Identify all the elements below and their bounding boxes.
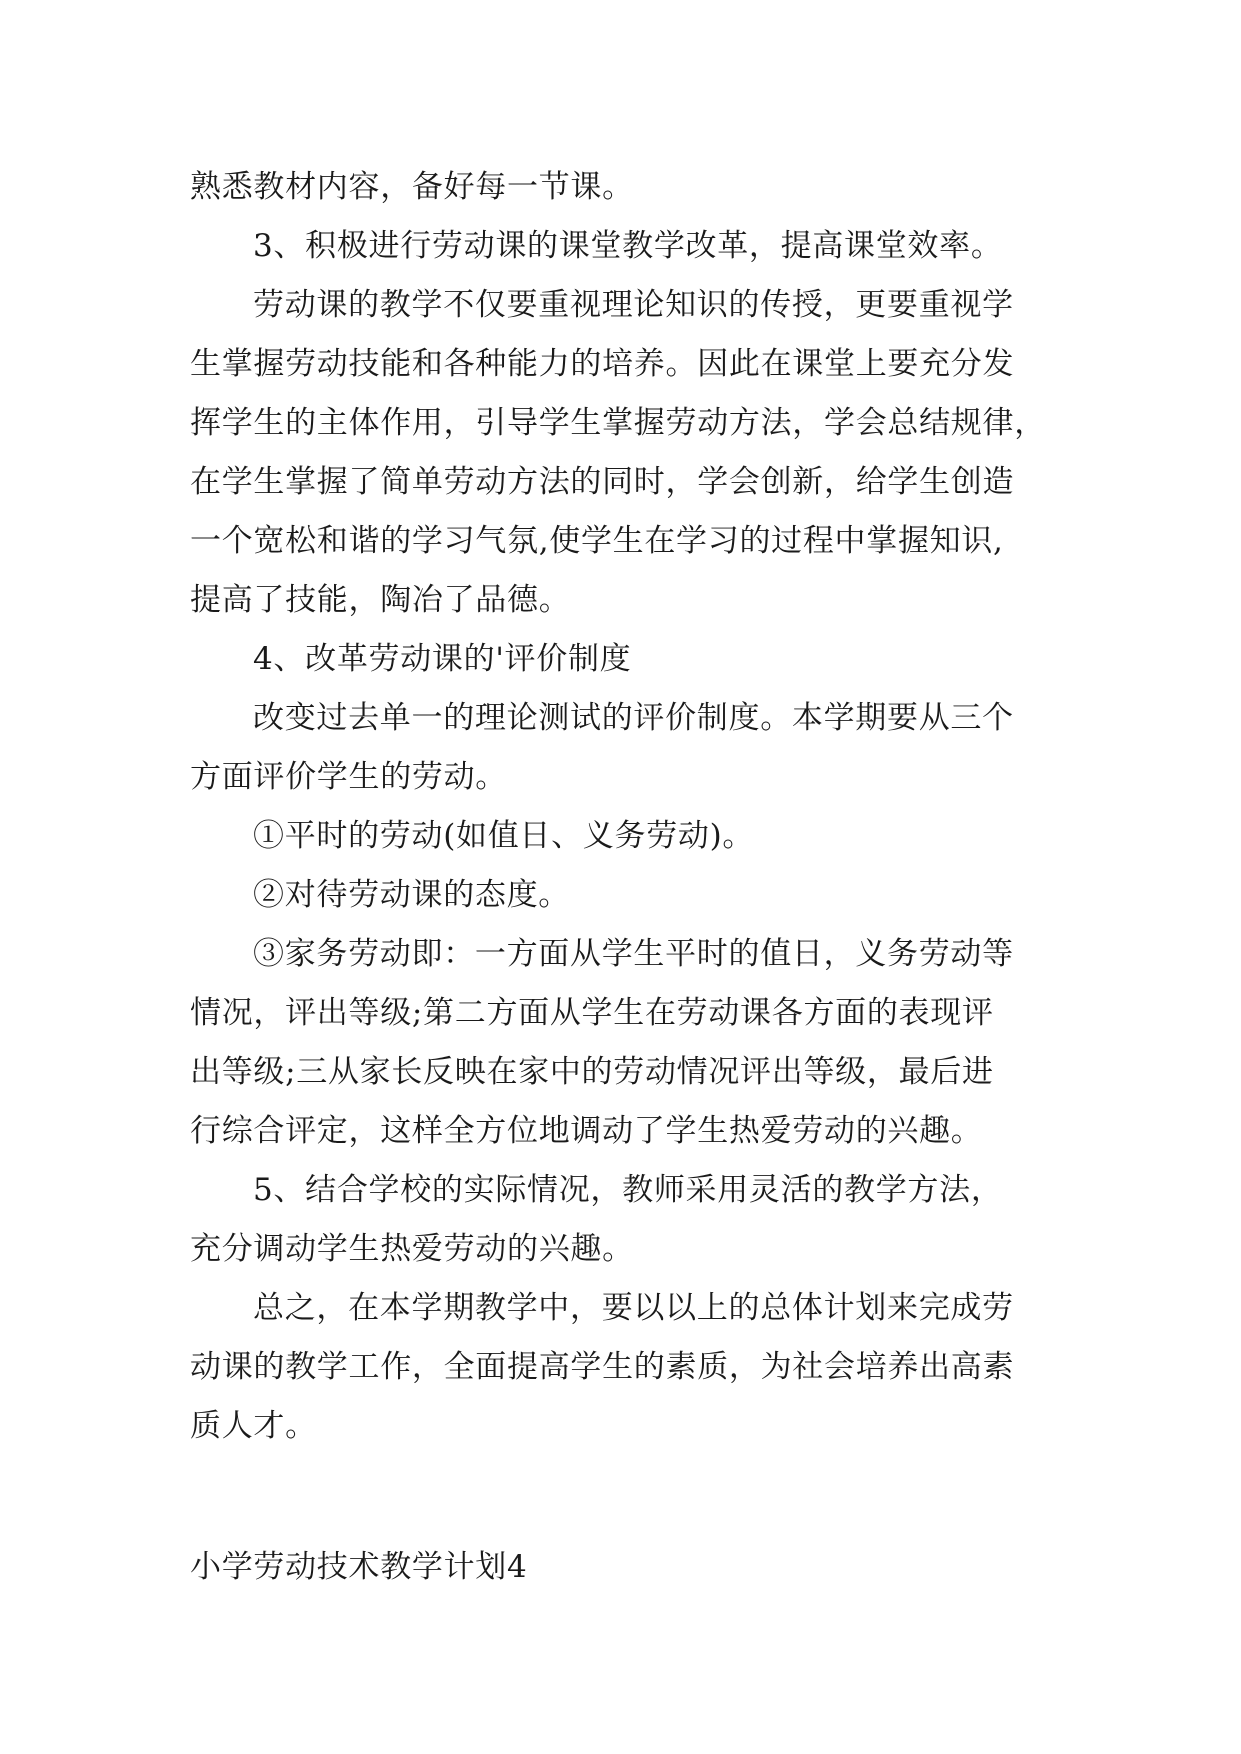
- text-line: 提高了技能，陶冶了品德。: [190, 582, 571, 618]
- text-line: 方面评价学生的劳动。: [190, 759, 507, 795]
- text-line: 充分调动学生热爱劳动的兴趣。: [190, 1231, 634, 1267]
- text-line: 挥学生的主体作用，引导学生掌握劳动方法，学会总结规律，: [190, 405, 1046, 441]
- text-line: 4、改革劳动课的'评价制度: [253, 641, 632, 677]
- text-line: ①平时的劳动(如值日、义务劳动)。: [253, 818, 755, 854]
- text-line: 出等级;三从家长反映在家中的劳动情况评出等级，最后进: [190, 1054, 994, 1090]
- text-line: 3、积极进行劳动课的课堂教学改革，提高课堂效率。: [253, 228, 1003, 264]
- text-line: ②对待劳动课的态度。: [253, 877, 570, 913]
- text-line: 总之，在本学期教学中，要以以上的总体计划来完成劳: [253, 1290, 1014, 1326]
- text-line: 行综合评定，这样全方位地调动了学生热爱劳动的兴趣。: [190, 1113, 983, 1149]
- section-title: 小学劳动技术教学计划4: [190, 1549, 528, 1585]
- text-line: ③家务劳动即：一方面从学生平时的值日，义务劳动等: [253, 936, 1014, 972]
- text-line: 在学生掌握了简单劳动方法的同时，学会创新，给学生创造: [190, 464, 1015, 500]
- text-line: 5、结合学校的实际情况，教师采用灵活的教学方法，: [253, 1172, 1003, 1208]
- text-line: 劳动课的教学不仅要重视理论知识的传授，更要重视学: [253, 287, 1014, 323]
- section-gap: [190, 1456, 1052, 1538]
- text-line: 生掌握劳动技能和各种能力的培养。因此在课堂上要充分发: [190, 346, 1015, 382]
- text-line: 一个宽松和谐的学习气氛,使学生在学习的过程中掌握知识,: [190, 523, 1004, 559]
- document-body: [190, 158, 1052, 1597]
- text-line: 改变过去单一的理论测试的评价制度。本学期要从三个: [253, 700, 1014, 736]
- text-line: 熟悉教材内容，备好每一节课。: [190, 169, 634, 205]
- text-line: 动课的教学工作，全面提高学生的素质，为社会培养出高素: [190, 1349, 1015, 1385]
- text-line: 情况，评出等级;第二方面从学生在劳动课各方面的表现评: [190, 995, 994, 1031]
- text-line: 质人才。: [190, 1408, 317, 1444]
